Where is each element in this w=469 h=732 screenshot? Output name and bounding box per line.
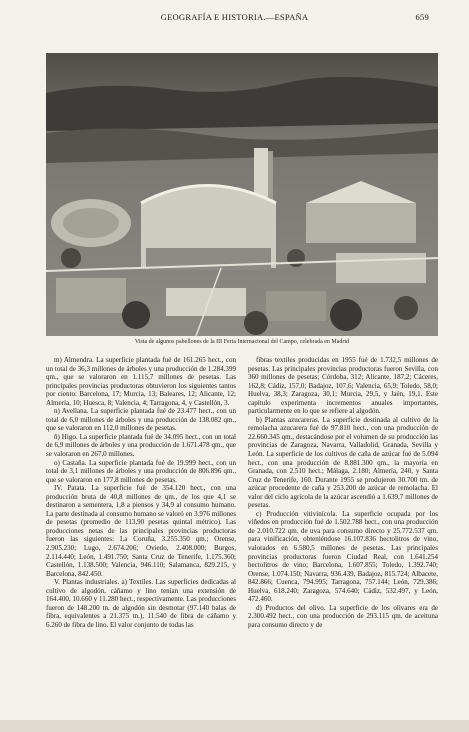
aerial-photo-illustration (46, 53, 438, 336)
left-column (46, 356, 236, 630)
running-header (40, 12, 429, 26)
paragraph-plantas-industriales: V. Plantas industriales. a) Textiles. Las superficies dedicadas al cultivo de algodón, cáñamo y lino tenían una extensión de 164.400, 10.660 y 11.280 hect., respectivamente. Las producciones fueron de 148.200 tn. de algodón sin desmotar (97.140 balas de fibra, equivalentes a 21.375 tn.), 11.540 de fibra de cáñamo y 6.260 de fibra de lino. El valor conjunto de todas las (46, 578, 236, 629)
header-title: GEOGRAFÍA E HISTORIA.—ESPAÑA (160, 12, 309, 22)
paragraph-almendra: m) Almendra. La superficie plantada fué de 161.265 hect., con un total de 36,3 millones de árboles y una producción de 1.284.399 qm., que se valoraron en 1.115,7 millones de pesetas. Las principales provincias productoras obtuvieron los siguientes tantos por ciento: Barcelona, 17; Murcia, 13; Baleares, 12; Alicante, 12; Almería, 10; Huesca, 8; Valencia, 4; Tarragona, 4, y Castellón, 3. (46, 356, 236, 407)
paragraph-productos-olivo: d) Productos del olivo. La superficie de los olivares era de 2.300.492 hect., con una producción de 293.115 qm. de aceituna para consumo directo y de (248, 603, 438, 629)
scan-bottom-edge (0, 720, 469, 732)
paragraph-avellana: n) Avellana. La superficie plantada fué de 23.477 hect., con un total de 6,0 millones de árboles y una producción de 138.082 qm., que se valoraron en 112,0 millones de pesetas. (46, 407, 236, 433)
fair-pavilions-photo (46, 53, 438, 336)
paragraph-patata: IV. Patata. La superficie fué de 354.120 hect., con una producción bruta de 40,8 millones de qm., de los que 4,1 se destinaron a sementera, 1,8 a piensos y 34,9 al consumo humano. La parte destinada al consumo humano se valoró en 3.976 millones de pesetas (promedio de 113,90 pesetas quintal métrico). Las producciones netas de las principales provincias productoras fueron las siguientes: La Coruña, 3.255.350 qm.; Orense, 2.905.230; Lugo, 2.674.206; Oviedo, 2.408.000; Burgos, 2.114.440; León, 1.491.750; Santa Cruz de Tenerife, 1.175.360; Castellón, 1.138.500; Valencia, 946.110; Salamanca, 829.215, y Barcelona, 842.450. (46, 484, 236, 578)
paragraph-castana: o) Castaña. La superficie plantada fué de 19.999 hect., con un total de 3,1 millones de árboles y una producción de 806.896 qm., que se valoraron en 177,8 millones de pesetas. (46, 458, 236, 484)
right-column (248, 356, 438, 630)
paragraph-plantas-azucareras: b) Plantas azucareras. La superficie destinada al cultivo de la remolacha azucarera fué de 97.810 hect., con una producción de 22.660.345 qm., destacándose por el volumen de su producción las provincias de Zaragoza, Navarra, Valladolid, Granada, Sevilla y León. La superficie de los cultivos de caña de azúcar fué de 5.094 hect., con una producción de 8.881.300 qm., la mayoría en Granada, con 2.510 hect.; Málaga, 2.180; Almería, 240, y Santa Cruz de Tenerife, 160. Durante 1955 se produjeron 30.700 tm. de azúcar procedente de caña y 253.200 de azúcar de remolacha. El valor del ciclo agrícola de la azúcar ascendió a 1.639,7 millones de pesetas. (248, 415, 438, 510)
photo-caption: Vista de algunos pabellones de la III Feria Internacional del Campo, celebrada en Madrid (134, 339, 350, 345)
article-body (46, 356, 438, 630)
paragraph-higo: ñ) Higo. La superficie plantada fué de 34.095 hect., con un total de 6,9 millones de árboles y una producción de 1.671.478 qm., que se valoraron en 267,0 millones. (46, 432, 236, 459)
paragraph-fibras-textiles: fibras textiles producidas en 1955 fué de 1.732,5 millones de pesetas. Las principales provincias productoras fueron Sevilla, con 360 millones de pesetas; Córdoba, 312; Alicante, 187,2; Cáceres, 162,8; Cádiz, 157,0; Badajoz, 107,6; Valencia, 65,9; Toledo, 58,0; Huelva, 38,3; Zaragoza, 30,1; Murcia, 29,5, y Jaén, 19,1. Este capítulo experimenta incrementos anuales importantes, particularmente en lo que se refiere al algodón. (248, 356, 438, 416)
page-number: 659 (415, 12, 429, 22)
paragraph-produccion-vitivinicola: c) Producción vitivinícola. La superficie ocupada por los viñedos en producción fué de 1.502.788 hect., con una producción de 2.010.722 qm. de uva para consumo directo y 25.772.537 qm. para vinificación, obteniéndose 16.107.836 hectolitros de vino, valorados en 6.580,5 millones de pesetas. Las principales provincias productoras fueron Ciudad Real, con 1.641.254 hectolitros de vino; Barcelona, 1.607.855; Toledo, 1.392.740; Orense, 1.074.150; Navarra, 936.439, Badajoz, 815.724; Albacete, 842.866; Cuenca, 794.995; Tarragona, 757.144; León, 729.386; Huelva, 618.240; Zaragoza, 574.640; Cádiz, 532.497, y León, 472.460. (248, 509, 438, 604)
